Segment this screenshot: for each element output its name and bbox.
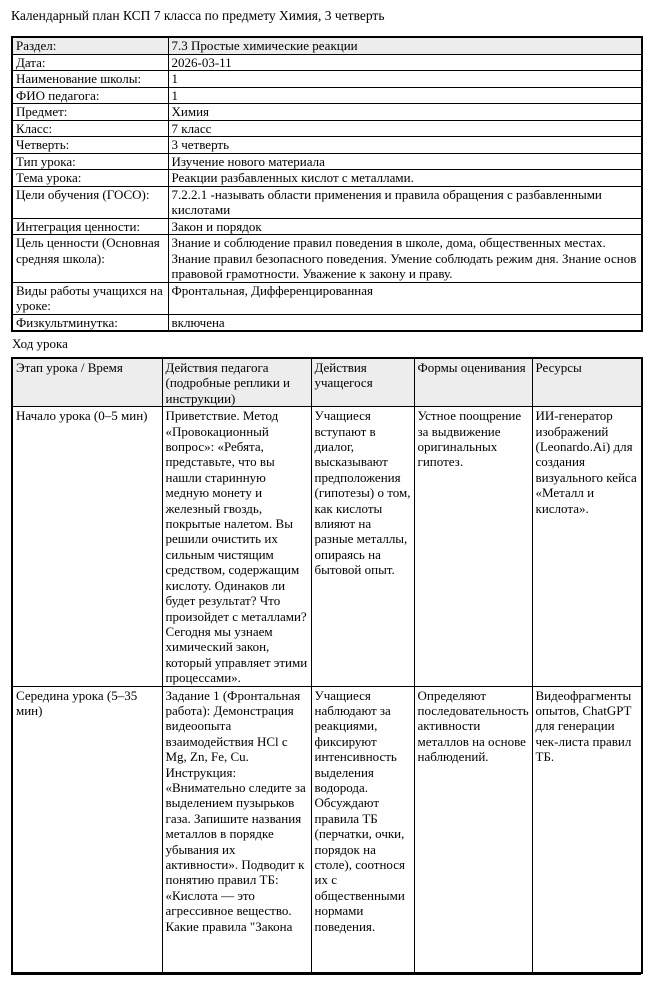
meta-value: Реакции разбавленных кислот с металлами. (168, 170, 642, 187)
meta-label: Цель ценности (Основная средняя школа): (12, 235, 168, 283)
meta-label: Наименование школы: (12, 71, 168, 88)
meta-value: 7.3 Простые химические реакции (168, 37, 642, 54)
meta-value: Химия (168, 104, 642, 121)
table-row (12, 218, 642, 235)
stage-cell: Середина урока (5–35 мин) (12, 686, 162, 985)
meta-label: Предмет: (12, 104, 168, 121)
column-header-stage: Этап урока / Время (12, 358, 162, 407)
column-header-resources: Ресурсы (532, 358, 642, 407)
resources-cell: Видеофрагменты опытов, ChatGPT для генерации чек-листа правил ТБ. (532, 686, 642, 985)
assessment-cell: Определяют последовательность активности металлов на основе наблюдений. (414, 686, 532, 985)
column-header-assessment: Формы оценивания (414, 358, 532, 407)
stage-cell: Начало урока (0–5 мин) (12, 407, 162, 686)
column-header-teacher-actions: Действия педагога (подробные реплики и инструкции) (162, 358, 311, 407)
table-row (12, 314, 642, 331)
meta-value: Фронтальная, Дифференцированная (168, 282, 642, 314)
meta-label: Класс: (12, 120, 168, 137)
page-title: Календарный план КСП 7 класса по предмету Химия, 3 четверть (11, 8, 385, 23)
student-actions-cell: Учащиеся вступают в диалог, высказывают предположения (гипотезы) о том, как кислоты влияют на разные металлы, опираясь на бытовой опыт. (311, 407, 414, 686)
meta-value: Закон и порядок (168, 218, 642, 235)
meta-value: 3 четверть (168, 137, 642, 154)
table-header-row (12, 358, 642, 407)
meta-label: Цели обучения (ГОСО): (12, 186, 168, 218)
table-row (12, 137, 642, 154)
meta-value: Знание и соблюдение правил поведения в школе, дома, общественных местах. Знание правил безопасного поведения. Умение соблюдать режим дня. Знание основ правовой грамотности. Уважение к закону и праву. (168, 235, 642, 283)
teacher-actions-cell: Задание 1 (Фронтальная работа): Демонстрация видеоопыта взаимодействия HCl с Mg, Zn, Fe, Cu. Инструкция: «Внимательно следите за выделением пузырьков газа. Запишите названия металлов в порядке убывания их активности». Подводит к понятию правил ТБ: «Кислота — это агрессивное вещество. Какие правила "Закона (162, 686, 311, 985)
table-row (12, 686, 642, 985)
meta-label: Раздел: (12, 37, 168, 54)
table-row (12, 170, 642, 187)
page-cut-border (11, 972, 641, 975)
meta-value: 7.2.2.1 -называть области применения и правила обращения с разбавленными кислотами (168, 186, 642, 218)
page-bottom-mask (0, 974, 651, 985)
table-row (12, 235, 642, 283)
meta-value: 1 (168, 87, 642, 104)
assessment-cell: Устное поощрение за выдвижение оригинальных гипотез. (414, 407, 532, 686)
table-row (12, 87, 642, 104)
meta-label: Физкультминутка: (12, 314, 168, 331)
table-row (12, 186, 642, 218)
lesson-flow-table (11, 357, 643, 985)
table-row (12, 407, 642, 686)
table-row (12, 282, 642, 314)
table-row (12, 37, 642, 54)
table-row (12, 71, 642, 88)
table-row (12, 54, 642, 71)
meta-value: включена (168, 314, 642, 331)
meta-label: Дата: (12, 54, 168, 71)
teacher-actions-cell: Приветствие. Метод «Провокационный вопрос»: «Ребята, представьте, что вы нашли старинную медную монету и железный гвоздь, покрытые налетом. Вы решили очистить их сильным чистящим средством, содержащим кислоту. Одинаков ли будет результат? Что произойдет с металлами? Сегодня мы узнаем химический закон, который управляет этими процессами». (162, 407, 311, 686)
meta-label: Четверть: (12, 137, 168, 154)
table-row (12, 120, 642, 137)
meta-label: Виды работы учащихся на уроке: (12, 282, 168, 314)
student-actions-cell: Учащиеся наблюдают за реакциями, фиксируют интенсивность выделения водорода. Обсуждают правила ТБ (перчатки, очки, порядок на столе), соотнося их с общественными нормами поведения. (311, 686, 414, 985)
meta-label: ФИО педагога: (12, 87, 168, 104)
meta-value: Изучение нового материала (168, 153, 642, 170)
column-header-student-actions: Действия учащегося (311, 358, 414, 407)
meta-label: Тема урока: (12, 170, 168, 187)
meta-value: 2026-03-11 (168, 54, 642, 71)
table-row (12, 153, 642, 170)
meta-label: Интеграция ценности: (12, 218, 168, 235)
lesson-meta-table (11, 36, 643, 332)
meta-label: Тип урока: (12, 153, 168, 170)
meta-value: 7 класс (168, 120, 642, 137)
section-label: Ход урока (12, 336, 68, 351)
table-row (12, 104, 642, 121)
meta-value: 1 (168, 71, 642, 88)
resources-cell: ИИ-генератор изображений (Leonardo.Ai) для создания визуального кейса «Металл и кислота». (532, 407, 642, 686)
